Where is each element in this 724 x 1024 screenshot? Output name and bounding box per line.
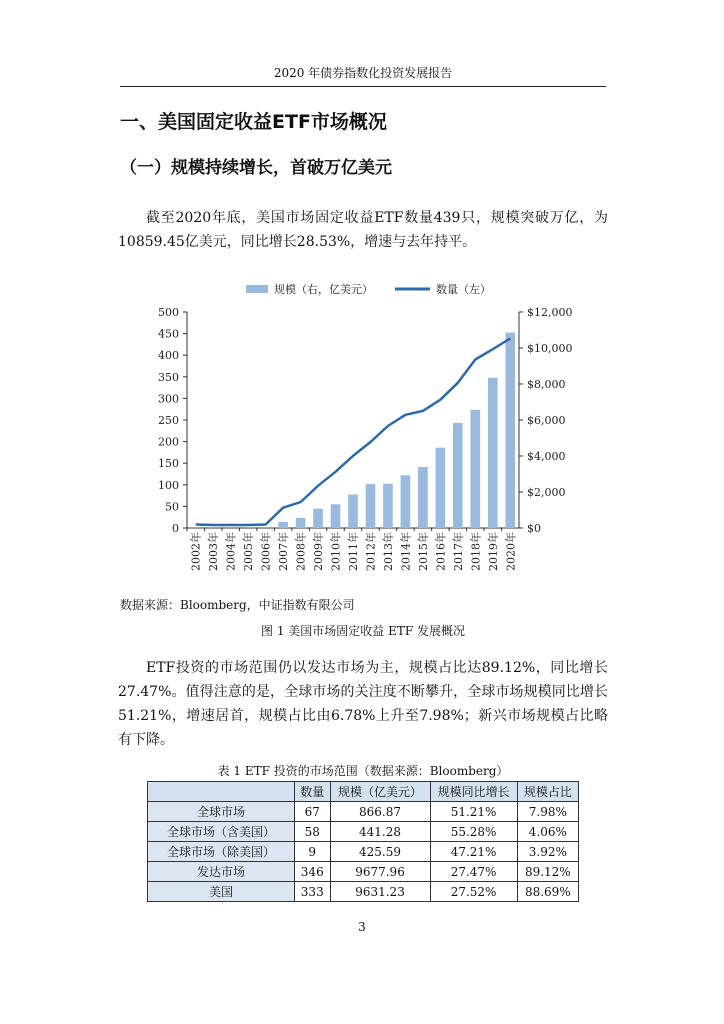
bar-2020年 [505, 333, 515, 528]
header-size: 规模（亿美元） [330, 782, 430, 802]
x-tick-label: 2007年 [277, 532, 291, 571]
bar-2007年 [278, 522, 288, 528]
x-tick-label: 2012年 [364, 532, 378, 571]
left-tick-label: 450 [158, 327, 179, 341]
figure-source: 数据来源：Bloomberg，中证指数有限公司 [120, 598, 355, 612]
right-tick-label: $12,000 [527, 306, 573, 319]
header-cell [148, 782, 295, 802]
left-tick-label: 350 [158, 370, 179, 384]
header-share: 规模占比 [517, 782, 578, 802]
bar-2016年 [436, 448, 446, 528]
x-tick-label: 2005年 [242, 532, 256, 571]
row-growth: 27.47% [430, 862, 517, 882]
x-tick-label: 2009年 [312, 532, 326, 571]
table-row [148, 822, 579, 842]
row-share: 7.98% [517, 802, 578, 822]
table-row [148, 882, 579, 902]
x-tick-label: 2003年 [207, 532, 221, 571]
x-tick-label: 2006年 [259, 532, 273, 571]
table-row [148, 862, 579, 882]
header-growth: 规模同比增长 [430, 782, 517, 802]
bar-2008年 [296, 518, 306, 528]
x-tick-label: 2018年 [469, 532, 483, 571]
row-size: 9677.96 [330, 862, 430, 882]
bar-2018年 [471, 410, 481, 528]
row-growth: 51.21% [430, 802, 517, 822]
left-tick-label: 400 [158, 349, 179, 363]
row-name: 发达市场 [148, 862, 295, 882]
bar-2010年 [331, 504, 341, 528]
row-name: 全球市场 [148, 802, 295, 822]
right-tick-label: $2,000 [527, 486, 566, 499]
bar-2009年 [313, 509, 323, 528]
row-name: 美国 [148, 882, 295, 902]
header-count: 数量 [295, 782, 331, 802]
page-number: 3 [358, 920, 366, 934]
x-tick-label: 2011年 [347, 532, 360, 571]
row-growth: 55.28% [430, 822, 517, 842]
page-header: 2020 年债券指数化投资发展报告 [120, 64, 606, 87]
count-line [196, 338, 511, 525]
row-count: 333 [295, 882, 331, 902]
table-row [148, 842, 579, 862]
paragraph-intro: 截至2020年底，美国市场固定收益ETF数量439只，规模突破万亿，为10859.45亿美元，同比增长28.53%，增速与去年持平。 [118, 210, 608, 250]
right-tick-label: $8,000 [527, 378, 566, 391]
left-tick-label: 250 [158, 414, 179, 427]
section-title: 一、美国固定收益ETF市场概况 [120, 111, 387, 133]
legend-bar-swatch [246, 285, 268, 293]
paragraph-market: ETF投资的市场范围仍以发达市场为主，规模占比达89.12%，同比增长27.47%。值得注意的是，全球市场的关注度不断攀升，全球市场规模同比增长51.21%，增速居首，规模占比由6.78%上升至7.98%；新兴市场规模占比略有下降。 [118, 660, 608, 748]
x-tick-label: 2008年 [294, 532, 308, 571]
legend-line-label: 数量（左） [436, 283, 491, 296]
row-share: 4.06% [517, 822, 578, 842]
left-tick-label: 500 [158, 306, 179, 319]
row-share: 88.69% [517, 882, 578, 902]
table-header-row [148, 782, 579, 802]
left-tick-label: 150 [158, 457, 179, 471]
left-tick-label: 100 [158, 478, 179, 492]
right-tick-label: $10,000 [527, 342, 573, 355]
bar-2011年 [348, 495, 358, 528]
row-size: 866.87 [330, 802, 430, 822]
table-row [148, 802, 579, 822]
x-tick-label: 2014年 [399, 532, 413, 571]
row-name: 全球市场（除美国） [148, 842, 295, 862]
row-share: 89.12% [517, 862, 578, 882]
right-tick-label: $4,000 [527, 450, 566, 463]
x-tick-label: 2019年 [486, 532, 500, 571]
x-tick-label: 2016年 [434, 532, 448, 571]
row-count: 346 [295, 862, 331, 882]
market-table [147, 781, 579, 902]
row-count: 58 [295, 822, 331, 842]
row-count: 9 [295, 842, 331, 862]
bar-2012年 [366, 484, 376, 528]
left-tick-label: 50 [165, 500, 179, 514]
bar-2015年 [418, 467, 428, 528]
row-growth: 47.21% [430, 842, 517, 862]
x-tick-label: 2004年 [224, 532, 238, 571]
x-tick-label: 2015年 [416, 532, 430, 571]
row-size: 425.59 [330, 842, 430, 862]
row-growth: 27.52% [430, 882, 517, 902]
left-tick-label: 0 [172, 522, 179, 535]
row-name: 全球市场（含美国） [148, 822, 295, 842]
row-share: 3.92% [517, 842, 578, 862]
x-tick-label: 2020年 [504, 532, 518, 571]
left-tick-label: 300 [158, 392, 179, 406]
chart-legend [246, 282, 491, 296]
bar-2013年 [383, 484, 393, 528]
row-count: 67 [295, 802, 331, 822]
section-subtitle: （一）规模持续增长，首破万亿美元 [120, 158, 392, 178]
row-size: 441.28 [330, 822, 430, 842]
right-tick-label: $6,000 [527, 414, 566, 427]
x-tick-label: 2017年 [451, 532, 465, 571]
bar-2014年 [401, 475, 411, 528]
legend-bar-label: 规模（右，亿美元） [274, 283, 373, 296]
row-size: 9631.23 [330, 882, 430, 902]
left-tick-label: 200 [158, 435, 179, 449]
bar-2017年 [453, 423, 463, 528]
figure-caption: 图 1 美国市场固定收益 ETF 发展概况 [261, 624, 465, 638]
table-caption: 表 1 ETF 投资的市场范围（数据来源：Bloomberg） [217, 764, 509, 778]
x-tick-label: 2002年 [189, 532, 203, 571]
right-tick-label: $0 [527, 522, 541, 535]
x-tick-label: 2010年 [329, 532, 343, 571]
x-tick-label: 2013年 [381, 532, 395, 571]
bar-2019年 [488, 378, 498, 528]
